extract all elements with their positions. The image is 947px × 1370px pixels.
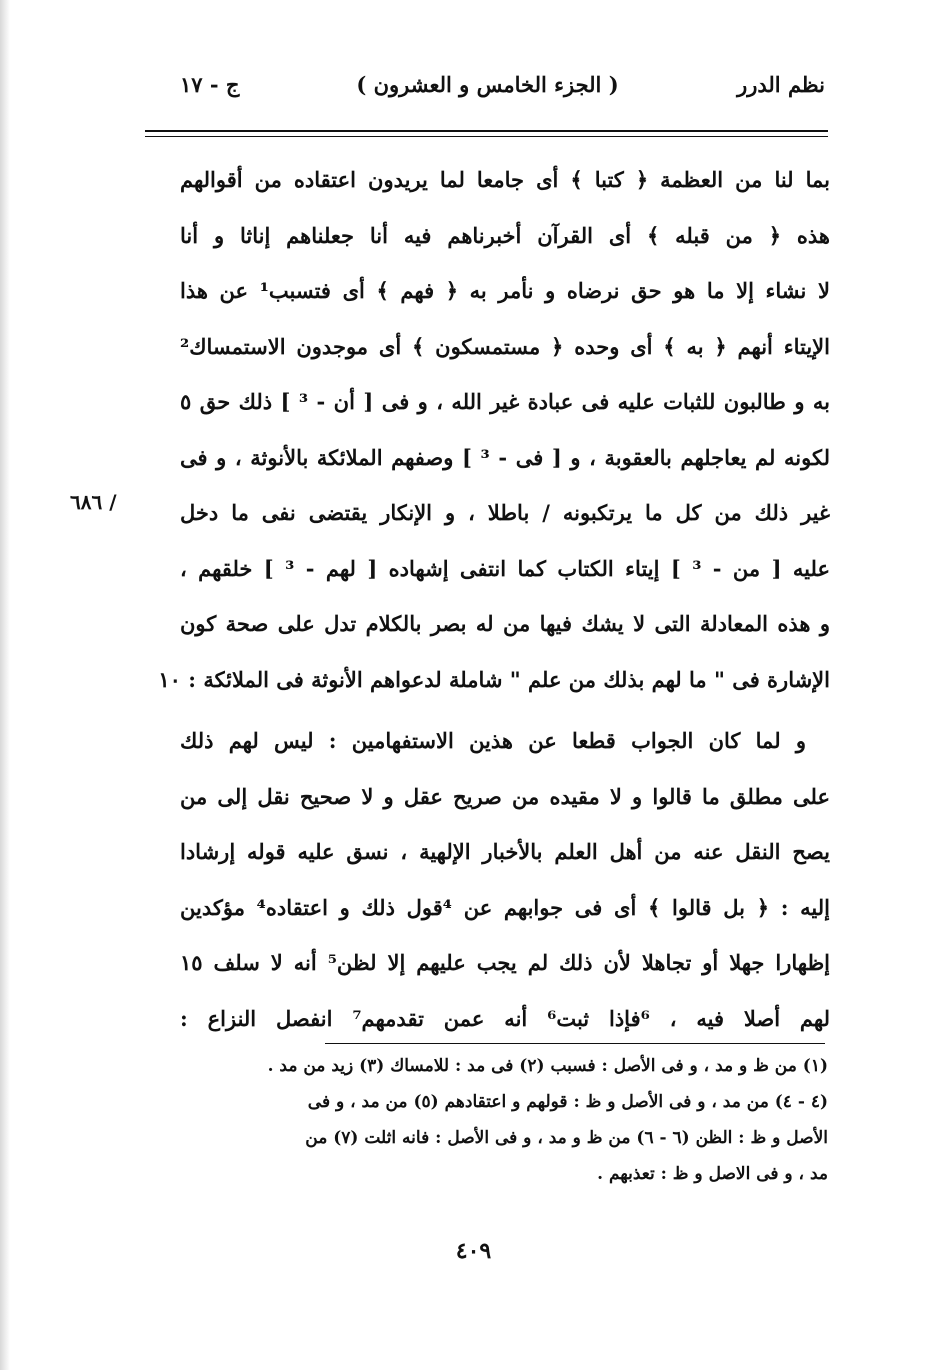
text-line: و لما كان الجواب قطعا عن هذين الاستفهامين : ليس لهم ذلك [180,728,806,753]
text-line: عليه [ من - ³ ] إيتاء الكتاب كما انتفى إشهاده [ لهم - ³ ] خلقهم ، [180,555,830,581]
text-line: يصح النقل عنه من أهل العلم بالأخبار الإلهية ، نسق عليه قوله إرشادا [180,839,830,864]
text-line: لكونه لم يعاجلهم بالعقوبة ، و [ فى - ³ ] وصفهم الملائكة بالأنوثة ، و فى [180,444,830,470]
text-line: و هذه المعادلة التى لا يشك فيها من له بصر بالكلام تدل على صحة كون [180,611,830,636]
footnotes [160,1048,828,1192]
volume-number: ج - ١٧ [180,72,240,97]
footnote-line: الأصل و ظ : الظن (٦ - ٦) من ظ و مد ، و فى الأصل : فانه اثلت (٧) من [305,1128,828,1148]
footnote-line: مد ، و فى الاصل و ظ : تعذبهم . [597,1164,828,1184]
page-number: ٤٠٩ [455,1238,492,1264]
main-text [158,152,831,1046]
footnote-line: (٤ - ٤) من مد ، و فى الأصل و ظ : قولهم و اعتقادهم (٥) من مد ، و فى [307,1092,828,1112]
running-header [150,72,825,120]
manuscript-folio-marker: / ٦٨٦ [70,490,117,514]
text-line: هذه ﴿ من قبله ﴾ أى القرآن أخبرناهم فيه أنا جعلناهم إناثا و أنا [180,222,830,248]
text-line: إليه : ﴿ بل قالوا ﴾ أى فى جوابهم عن ⁴قول ذلك و اعتقاده⁴ مؤكدين [180,894,831,920]
text-line: به و طالبون للثبات عليه فى عبادة غير الله ، و فى [ أن - ³ ] ذلك حق ٥ [180,389,830,414]
text-line: بما لنا من العظمة ﴿ كتبا ﴾ أى جامعا لما يريدون اعتقاده من أقوالهم [180,167,830,192]
text-line: على مطلق ما قالوا و لا مقيده من صريح عقل و لا صحيح نقل إلى من [180,783,830,809]
text-line: غير ذلك من كل ما يرتكبونه / باطلا ، و الإنكار يقتضى نفى ما دخل [180,500,830,525]
text-line: إظهارا جهلا أو تجاهلا لأن ذلك لم يجب عليهم إلا لظن⁵ أنه لا سلف ١٥ [180,950,830,975]
header-rule-thin [145,136,828,137]
book-title: نظم الدرر [737,72,825,97]
scan-edge-shadow [0,0,10,1370]
text-line: لا نشاء إلا ما هو حق نرضاه و نأمر به ﴿ فهم ﴾ أى فتسبب¹ عن هذا [180,278,830,303]
header-rule-thick [145,130,828,132]
footnote-separator [325,1043,825,1044]
text-line: الإشارة فى " ما لهم بذلك من علم " شاملة لدعواهم الأنوثة فى الملائكة : ١٠ [158,666,830,692]
text-line: الإيتاء أنهم ﴿ به ﴾ أى وحده ﴿ مستمسكون ﴾ أى موجدون الاستمساك² [180,333,830,359]
volume-part-title: ( الجزء الخامس و العشرون ) [356,72,619,97]
footnote-line: (١) من ظ و مد ، و فى الأصل : فسبب (٢) فى مد : للامساك (٣) زيد من مد . [267,1056,828,1076]
text-line: لهم أصلا فيه ، ⁶فإذا ثبت⁶ أنه عمن تقدمهم⁷ انفصل النزاع : [180,1005,830,1031]
